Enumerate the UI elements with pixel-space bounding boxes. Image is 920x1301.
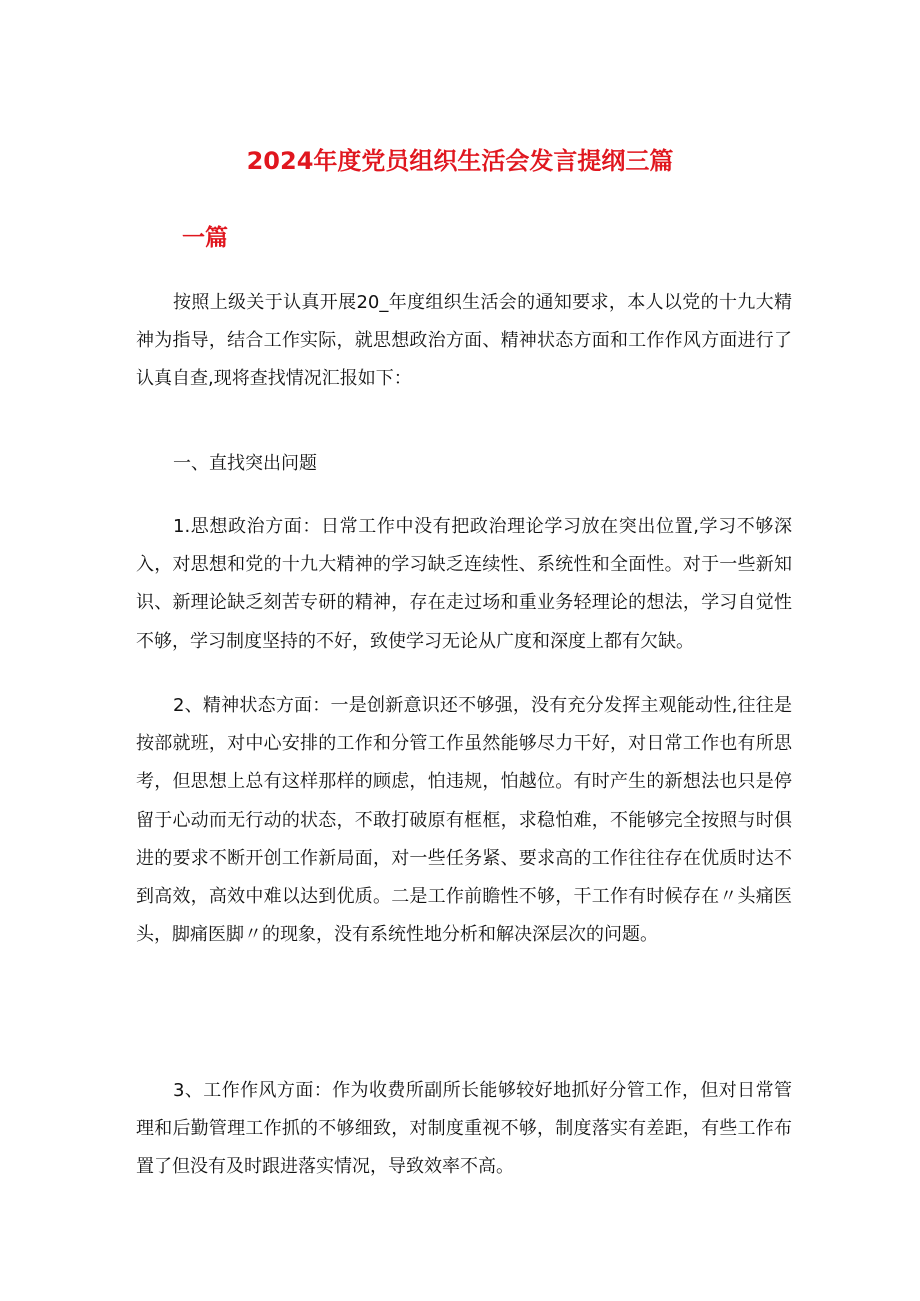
heading-find-problems: 一、直找突出问题 (173, 453, 317, 474)
intro-paragraph: 按照上级关于认真开展20_年度组织生活会的通知要求，本人以党的十九大精神为指导，结合工作实际，就思想政治方面、精神状态方面和工作作风方面进行了认真自查,现将查找情况汇报如下： (136, 292, 792, 390)
section-label: 一篇 (182, 225, 228, 251)
document-title: 2024年度党员组织生活会发言提纲三篇 (246, 147, 674, 175)
item-work-style: 3、工作作风方面：作为收费所副所长能够较好地抓好分管工作，但对日常管理和后勤管理工作抓的不够细致，对制度重视不够，制度落实有差距，有些工作布置了但没有及时跟进落实情况，导致效率不高。 (136, 1080, 792, 1178)
item-mental-state: 2、精神状态方面：一是创新意识还不够强，没有充分发挥主观能动性,往往是按部就班，对中心安排的工作和分管工作虽然能够尽力干好，对日常工作也有所思考，但思想上总有这样那样的顾虑，怕违规，怕越位。有时产生的新想法也只是停留于心动而无行动的状态，不敢打破原有框框，求稳怕难，不能够完全按照与时俱进的要求不断开创工作新局面，对一些任务紧、要求高的工作往往存在优质时达不到高效，高效中难以达到优质。二是工作前瞻性不够，干工作有时候存在〃头痛医头，脚痛医脚〃的现象，没有系统性地分析和解决深层次的问题。 (136, 695, 792, 946)
item-political-thought: 1.思想政治方面：日常工作中没有把政治理论学习放在突出位置,学习不够深入，对思想和党的十九大精神的学习缺乏连续性、系统性和全面性。对于一些新知识、新理论缺乏刻苦专研的精神，存在走过场和重业务轻理论的想法，学习自觉性不够，学习制度坚持的不好，致使学习无论从广度和深度上都有欠缺。 (136, 516, 792, 652)
